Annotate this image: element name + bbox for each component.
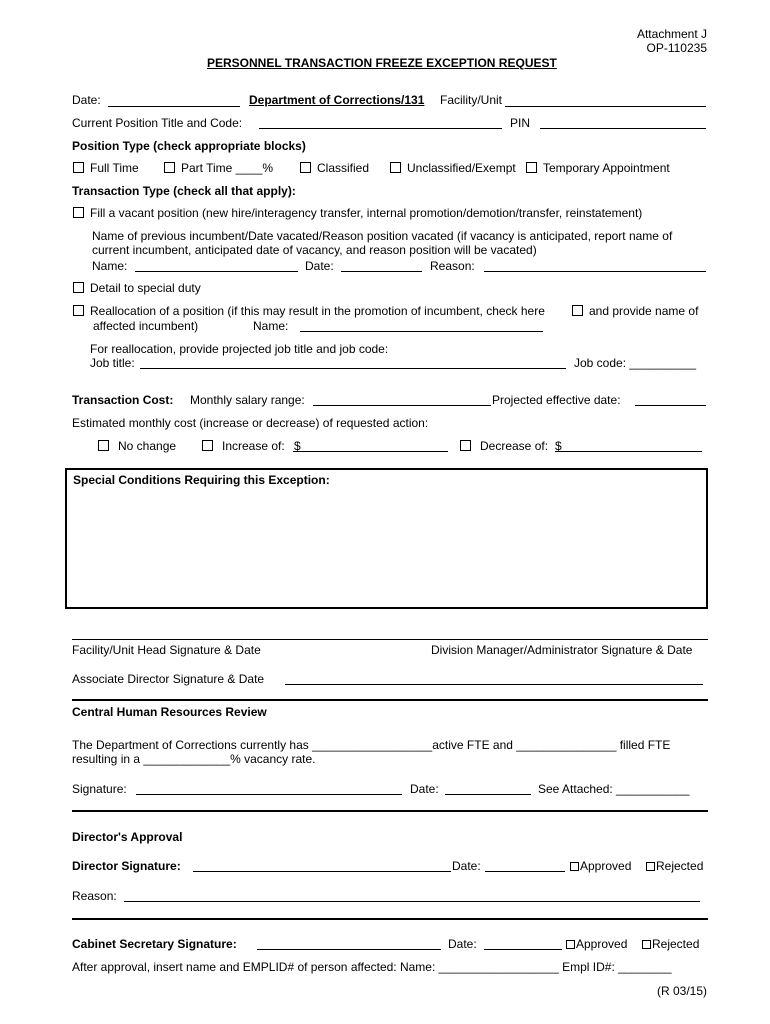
director-rejected-checkbox[interactable]: [646, 862, 655, 871]
department-name: Department of Corrections/131: [249, 93, 425, 107]
transaction-cost-label: Transaction Cost:: [72, 393, 174, 407]
after-approval-text: After approval, insert name and EMPLID# of person affected: Name: __________________ Empl ID#: ________: [72, 960, 672, 974]
signature-line[interactable]: [72, 639, 708, 640]
estimated-cost-label: Estimated monthly cost (increase or decrease) of requested action:: [72, 416, 429, 430]
hr-review-text: The Department of Corrections currently has __________________active FTE and _______________ filled FTE: [72, 738, 671, 752]
page-title: PERSONNEL TRANSACTION FREEZE EXCEPTION REQUEST: [207, 56, 557, 70]
hr-date-label: Date:: [410, 782, 439, 796]
facility-label: Facility/Unit: [440, 93, 503, 107]
special-duty-checkbox[interactable]: [73, 282, 84, 293]
director-heading: Director's Approval: [72, 830, 183, 844]
associate-director-signature-field[interactable]: [285, 684, 703, 685]
temporary-checkbox[interactable]: [526, 162, 537, 173]
position-title-field[interactable]: [259, 128, 502, 129]
pin-field[interactable]: [540, 128, 706, 129]
divider: [72, 918, 708, 920]
transaction-type-heading: Transaction Type (check all that apply):: [72, 184, 296, 198]
date-label: Date:: [72, 93, 101, 107]
affected-name-field[interactable]: [300, 331, 543, 332]
see-attached-field[interactable]: See Attached: ___________: [538, 782, 690, 796]
special-duty-label: Detail to special duty: [90, 281, 201, 295]
vacated-date-field[interactable]: [341, 271, 422, 272]
cabinet-approved-label: Approved: [576, 937, 628, 951]
no-change-checkbox[interactable]: [98, 440, 109, 451]
job-title-field[interactable]: [140, 368, 566, 369]
classified-label: Classified: [317, 161, 370, 175]
position-title-label: Current Position Title and Code:: [72, 116, 243, 130]
fill-vacant-checkbox[interactable]: [73, 207, 84, 218]
pin-label: PIN: [510, 116, 531, 130]
cabinet-signature-field[interactable]: [257, 949, 441, 950]
affected-name-label: Name:: [253, 319, 289, 333]
director-date-field[interactable]: [485, 871, 565, 872]
salary-range-label: Monthly salary range:: [190, 393, 305, 407]
projected-title-text: For reallocation, provide projected job title and job code:: [90, 342, 389, 356]
hr-signature-label: Signature:: [72, 782, 127, 796]
hr-review-heading: Central Human Resources Review: [72, 705, 267, 719]
director-reason-field[interactable]: [124, 901, 700, 902]
director-approved-checkbox[interactable]: [570, 862, 579, 871]
cabinet-date-field[interactable]: [484, 949, 562, 950]
cabinet-rejected-checkbox[interactable]: [642, 940, 651, 949]
decrease-label: Decrease of:: [480, 439, 549, 453]
vacated-date-label: Date:: [305, 259, 334, 273]
special-conditions-box[interactable]: [65, 468, 708, 609]
temporary-label: Temporary Appointment: [543, 161, 670, 175]
full-time-label: Full Time: [90, 161, 139, 175]
form-number: OP-110235: [646, 41, 707, 55]
effective-date-label: Projected effective date:: [492, 393, 621, 407]
unclassified-label: Unclassified/Exempt: [407, 161, 516, 175]
decrease-dollar: $: [555, 439, 562, 453]
cabinet-date-label: Date:: [448, 937, 477, 951]
increase-label: Increase of:: [222, 439, 285, 453]
decrease-checkbox[interactable]: [460, 440, 471, 451]
director-rejected-label: Rejected: [656, 859, 704, 873]
hr-signature-field[interactable]: [136, 794, 402, 795]
position-type-heading: Position Type (check appropriate blocks): [72, 139, 306, 153]
division-manager-signature-label: Division Manager/Administrator Signature & Date: [431, 643, 693, 657]
special-conditions-label: Special Conditions Requiring this Exception:: [73, 473, 330, 487]
revision-label: (R 03/15): [656, 984, 707, 998]
facility-field[interactable]: [505, 106, 706, 107]
reallocation-label: Reallocation of a position (if this may result in the promotion of incumbent, check here: [90, 304, 545, 318]
cabinet-signature-label: Cabinet Secretary Signature:: [72, 937, 237, 951]
director-approved-label: Approved: [580, 859, 632, 873]
hr-review-text-2: resulting in a _____________% vacancy rate.: [72, 752, 316, 766]
classified-checkbox[interactable]: [300, 162, 311, 173]
promotion-checkbox[interactable]: [572, 305, 583, 316]
full-time-checkbox[interactable]: [73, 162, 84, 173]
director-date-label: Date:: [452, 859, 481, 873]
prev-incumbent-text: Name of previous incumbent/Date vacated/Reason position vacated (if vacancy is anticipated, report name of: [92, 229, 673, 243]
attachment-label: Attachment J: [636, 27, 707, 41]
reallocation-label-end: and provide name of: [589, 304, 699, 318]
job-code-field[interactable]: Job code: __________: [574, 356, 697, 370]
job-title-label: Job title:: [90, 356, 135, 370]
decrease-amount-field[interactable]: [555, 451, 702, 452]
affected-incumbent-label: affected incumbent): [93, 319, 199, 333]
date-field[interactable]: [108, 106, 240, 107]
incumbent-name-field[interactable]: [135, 271, 298, 272]
incumbent-name-label: Name:: [92, 259, 128, 273]
director-reason-label: Reason:: [72, 889, 117, 903]
part-time-label: Part Time ____%: [181, 161, 274, 175]
facility-head-signature-label: Facility/Unit Head Signature & Date: [72, 643, 261, 657]
part-time-checkbox[interactable]: [164, 162, 175, 173]
director-signature-field[interactable]: [193, 871, 451, 872]
divider: [72, 699, 708, 701]
vacated-reason-label: Reason:: [430, 259, 475, 273]
hr-date-field[interactable]: [445, 794, 531, 795]
fill-vacant-label: Fill a vacant position (new hire/interagency transfer, internal promotion/demotion/transfer, reinstatement): [90, 206, 643, 220]
increase-dollar: $: [294, 439, 301, 453]
cabinet-approved-checkbox[interactable]: [566, 940, 575, 949]
salary-range-field[interactable]: [313, 405, 491, 406]
director-signature-label: Director Signature:: [72, 859, 181, 873]
unclassified-checkbox[interactable]: [390, 162, 401, 173]
divider: [72, 810, 708, 812]
increase-amount-field[interactable]: [293, 451, 448, 452]
increase-checkbox[interactable]: [202, 440, 213, 451]
prev-incumbent-text-2: current incumbent, anticipated date of vacancy, and reason position will be vacated): [92, 243, 537, 257]
reallocation-checkbox[interactable]: [73, 305, 84, 316]
cabinet-rejected-label: Rejected: [652, 937, 700, 951]
effective-date-field[interactable]: [635, 405, 706, 406]
vacated-reason-field[interactable]: [484, 271, 706, 272]
no-change-label: No change: [118, 439, 177, 453]
associate-director-signature-label: Associate Director Signature & Date: [72, 672, 265, 686]
